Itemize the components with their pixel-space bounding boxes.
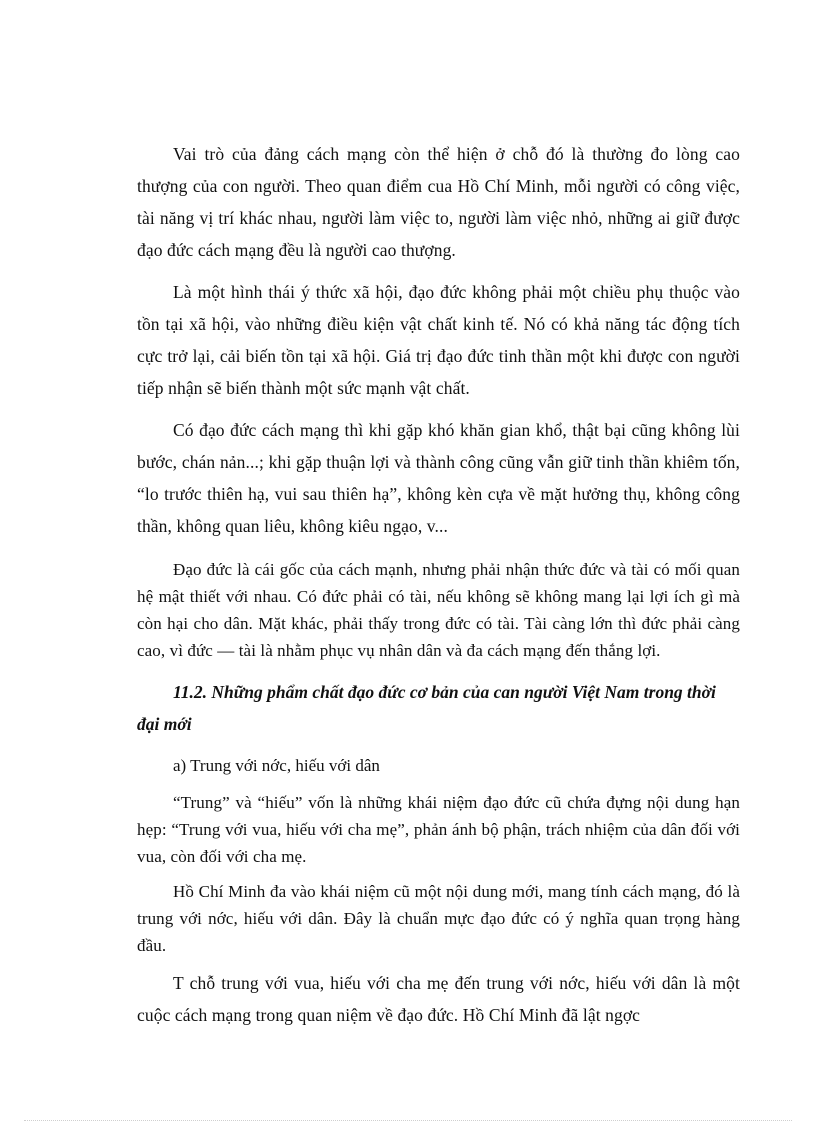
subsection-heading: a) Trung với nớc, hiếu với dân: [173, 756, 380, 775]
paragraph-2: Là một hình thái ý thức xã hội, đạo đức không phải một chiều phụ thuộc vào tồn tại xã hội, vào những điều kiện vật chất kinh tế. Nó có khả năng tác động tích cực trở lại, cải biến tồn tại xã hội. Giá trị đạo đức tinh thần một khi được con người tiếp nhận sẽ biến thành một sức mạnh vật chất.: [137, 282, 740, 398]
paragraph-3: Có đạo đức cách mạng thì khi gặp khó khăn gian khổ, thật bại cũng không lùi bước, chán nản...; khi gặp thuận lợi và thành công cũng vẫn giữ tinh thần khiêm tốn, “lo trước thiên hạ, vui sau thiên hạ”, không kèn cựa về mặt hưởng thụ, không công thần, không quan liêu, không kiêu ngạo, v...: [137, 420, 740, 536]
paragraph-7: T chỗ trung với vua, hiếu với cha mẹ đến trung với nớc, hiếu với dân là một cuộc cách mạng trong quan niệm về đạo đức. Hồ Chí Minh đã lật ngợc: [137, 973, 740, 1025]
paragraph-1: Vai trò của đảng cách mạng còn thể hiện ở chỗ đó là thường đo lòng cao thượng của con người. Theo quan điểm cua Hồ Chí Minh, mỗi người có công việc, tài năng vị trí khác nhau, người làm việc to, người làm việc nhỏ, những ai giữ được đạo đức cách mạng đều là người cao thượng.: [137, 144, 740, 260]
document-body: [137, 138, 740, 1031]
page-bottom-rule: [24, 1120, 792, 1121]
paragraph-6: Hồ Chí Minh đa vào khái niệm cũ một nội dung mới, mang tính cách mạng, đó là trung với nớc, hiếu với dân. Đây là chuẩn mực đạo đức có ý nghĩa quan trọng hàng đầu.: [137, 882, 740, 955]
section-heading: 11.2. Những phẩm chất đạo đức cơ bản của can người Việt Nam trong thời đại mới: [137, 682, 716, 734]
paragraph-4: Đạo đức là cái gốc của cách mạnh, nhưng phải nhận thức đức và tài có mối quan hệ mật thiết với nhau. Có đức phải có tài, nếu không sẽ không mang lại lợi ích gì mà còn hại cho dân. Mặt khác, phải thấy trong đức có tài. Tài càng lớn thì đức phải càng cao, vì đức — tài là nhằm phục vụ nhân dân và đa cách mạng đến thắng lợi.: [137, 560, 740, 660]
paragraph-5: “Trung” và “hiếu” vốn là những khái niệm đạo đức cũ chứa đựng nội dung hạn hẹp: “Trung với vua, hiếu với cha mẹ”, phản ánh bộ phận, trách nhiệm của dân đối với vua, còn đối với cha mẹ.: [137, 793, 740, 866]
